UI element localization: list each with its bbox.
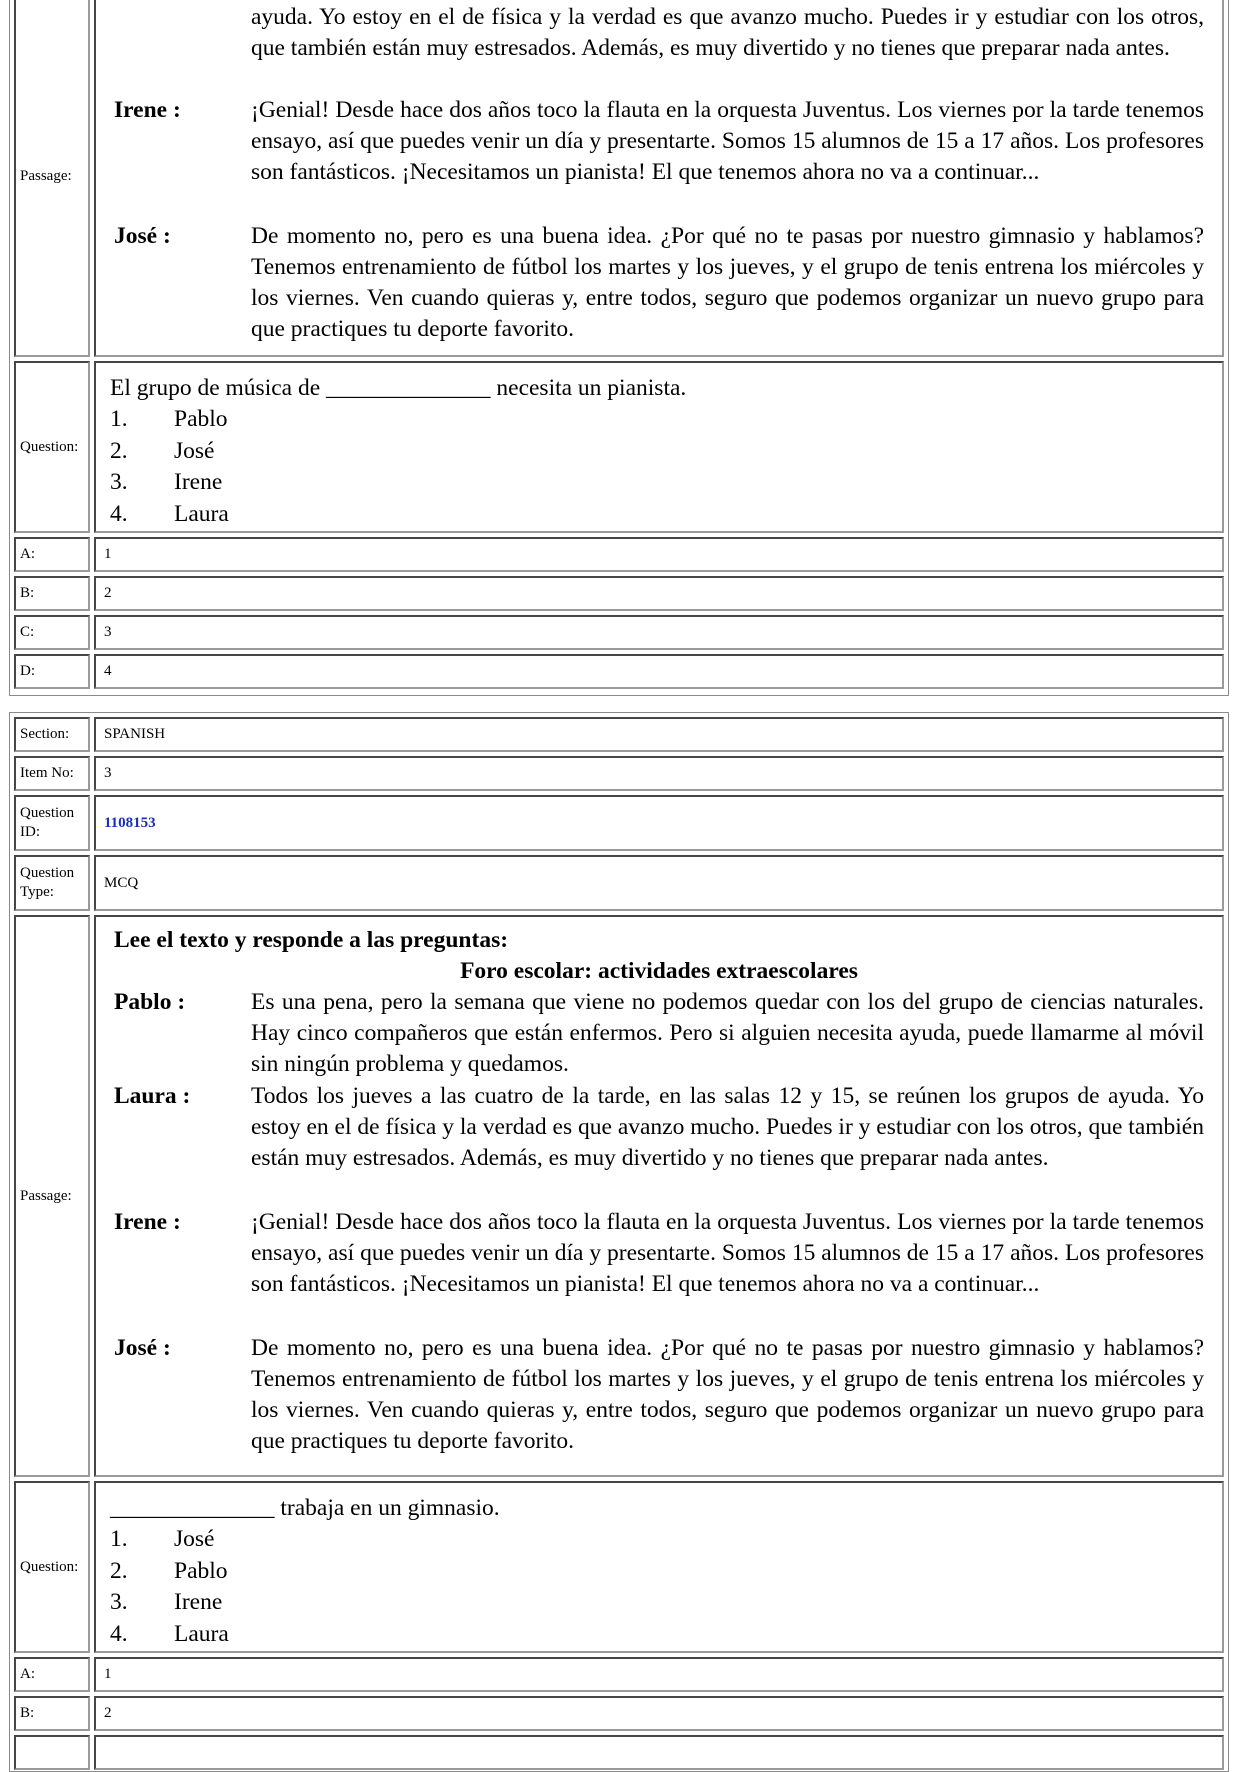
answer-label-b: B: — [14, 576, 90, 611]
answer-value-c: 3 — [94, 615, 1224, 650]
question-cell — [94, 1481, 1224, 1653]
speaker-name: José : — [114, 1335, 171, 1361]
answer-label-c: C: — [14, 615, 90, 650]
question-id-text: 1108153 — [104, 814, 156, 831]
answer-label-a: A: — [14, 537, 90, 572]
passage-text-pablo: Es una pena, pero la semana que viene no podemos quedar con los del grupo de ciencias naturales. Hay cinco compañeros que están enfermos. Pero si alguien necesita ayuda, puede llamarme al móvil sin ningún problema y quedamos. — [251, 989, 1204, 1077]
answer-label-d: D: — [14, 654, 90, 689]
passage-cell — [94, 915, 1224, 1477]
question-label: Question: — [14, 361, 90, 533]
option-item: 1. Pablo — [110, 406, 228, 432]
question-block-item-3 — [9, 712, 1229, 1772]
answer-value-a: 1 — [94, 1657, 1224, 1692]
passage-text-irene: ¡Genial! Desde hace dos años toco la flauta en la orquesta Juventus. Los viernes por la tarde tenemos ensayo, así que puedes venir un día y presentarte. Somos 15 alumnos de 15 a 17 años. Los profesores son fantásticos. ¡Necesitamos un pianista! El que tenemos ahora no va a continuar... — [251, 1209, 1204, 1297]
option-item: 2. José — [110, 437, 215, 464]
option-item: 1. José — [110, 1526, 215, 1552]
passage-label: Passage: — [14, 0, 90, 357]
answer-label-b: B: — [14, 1696, 90, 1731]
answer-row-a — [14, 1657, 1224, 1692]
answer-row-b — [14, 1696, 1224, 1731]
passage-text-jose: De momento no, pero es una buena idea. ¿Por qué no te pasas por nuestro gimnasio y hablamos? Tenemos entrenamiento de fútbol los martes y los jueves, y el grupo de tenis entrena los miércoles y los viernes. Ven cuando quieras y, entre todos, seguro que podemos organizar un nuevo grupo para que practiques tu deporte favorito. — [251, 1335, 1204, 1454]
answer-value-a: 1 — [94, 537, 1224, 572]
answer-value-d: 4 — [94, 654, 1224, 689]
question-type-value: MCQ — [94, 855, 1224, 911]
section-value: SPANISH — [94, 717, 1224, 752]
question-row — [14, 361, 1224, 533]
question-type-label: Question Type: — [14, 855, 90, 911]
passage-row — [14, 0, 1224, 357]
passage-heading: Lee el texto y responde a las preguntas: — [114, 927, 509, 953]
item-no-label: Item No: — [14, 756, 90, 791]
section-row — [14, 717, 1224, 752]
passage-text-irene: ¡Genial! Desde hace dos años toco la flauta en la orquesta Juventus. Los viernes por la tarde tenemos ensayo, así que puedes venir un día y presentarte. Somos 15 alumnos de 15 a 17 años. Los profesores son fantásticos. ¡Necesitamos un pianista! El que tenemos ahora no va a continuar... — [251, 97, 1204, 185]
passage-text-laura-tail: ayuda. Yo estoy en el de física y la verdad es que avanzo mucho. Puedes ir y estudiar con los otros, que también están muy estresados. Además, es muy divertido y no tienes que preparar nada antes. — [251, 4, 1204, 61]
item-no-row — [14, 756, 1224, 791]
question-label: Question: — [14, 1481, 90, 1653]
answer-label-c — [14, 1735, 90, 1770]
passage-cell — [94, 0, 1224, 357]
speaker-name: Pablo : — [114, 989, 186, 1015]
passage-text-laura: Todos los jueves a las cuatro de la tarde, en las salas 12 y 15, se reúnen los grupos de ayuda. Yo estoy en el de física y la verdad es que avanzo mucho. Puedes ir y estudiar con los otros, que también están muy estresados. Además, es muy divertido y no tienes que preparar nada antes. — [251, 1083, 1204, 1171]
question-stem: El grupo de música de ______________ necesita un pianista. — [110, 375, 687, 401]
question-id-value — [94, 795, 1224, 851]
option-item: 4. Laura — [110, 1620, 229, 1647]
answer-row-c — [14, 615, 1224, 650]
answer-row-d — [14, 654, 1224, 689]
question-block-item-2 — [9, 0, 1229, 696]
option-item: 2. Pablo — [110, 1557, 228, 1584]
question-type-row — [14, 855, 1224, 911]
speaker-name: Irene : — [114, 97, 181, 123]
speaker-name: Irene : — [114, 1209, 181, 1235]
passage-row — [14, 915, 1224, 1477]
question-id-row — [14, 795, 1224, 851]
option-item: 3. Irene — [110, 1589, 223, 1615]
item-no-value: 3 — [94, 756, 1224, 791]
answer-value-b: 2 — [94, 576, 1224, 611]
section-label: Section: — [14, 717, 90, 752]
question-stem: ______________ trabaja en un gimnasio. — [110, 1495, 500, 1521]
answer-row-c-partial — [14, 1735, 1224, 1770]
answer-row-b — [14, 576, 1224, 611]
passage-text-jose: De momento no, pero es una buena idea. ¿Por qué no te pasas por nuestro gimnasio y hablamos? Tenemos entrenamiento de fútbol los martes y los jueves, y el grupo de tenis entrena los miércoles y los viernes. Ven cuando quieras y, entre todos, seguro que podemos organizar un nuevo grupo para que practiques tu deporte favorito. — [251, 223, 1204, 342]
answer-label-a: A: — [14, 1657, 90, 1692]
option-item: 3. Irene — [110, 469, 223, 495]
answer-value-b: 2 — [94, 1696, 1224, 1731]
passage-subheading: Foro escolar: actividades extraescolares — [460, 958, 858, 984]
question-cell — [94, 361, 1224, 533]
answer-row-a — [14, 537, 1224, 572]
option-item: 4. Laura — [110, 500, 229, 527]
speaker-name: José : — [114, 223, 171, 249]
speaker-name: Laura : — [114, 1083, 191, 1109]
answer-value-c — [94, 1735, 1224, 1770]
question-id-label: Question ID: — [14, 795, 90, 851]
passage-label: Passage: — [14, 915, 90, 1477]
question-row — [14, 1481, 1224, 1653]
